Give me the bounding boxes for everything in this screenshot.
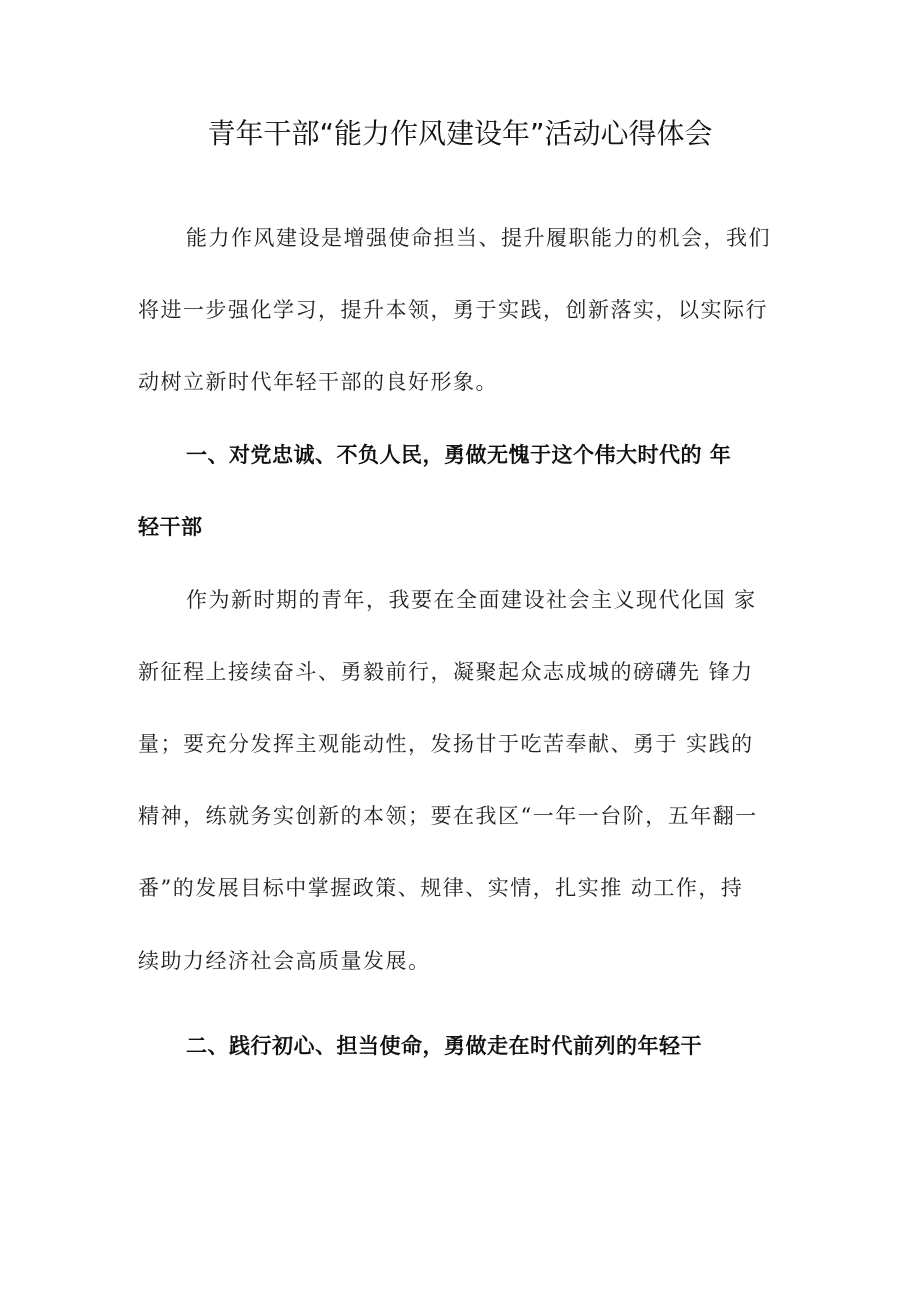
section1-body-line-4: 精神，练就务实创新的本领；要在我区“一年一台阶，五年翻一 — [138, 804, 758, 828]
section1-heading-line-2: 轻干部 — [138, 515, 203, 539]
section2-heading-line-1: 二、践行初心、担当使命，勇做走在时代前列的年轻干 — [186, 1034, 702, 1058]
section1-body-line-2: 新征程上接续奋斗、勇毅前行，凝聚起众志成城的磅礴先 锋力 — [138, 660, 754, 684]
section1-body-line-6: 续助力经济社会高质量发展。 — [138, 949, 431, 973]
document-title: 青年干部“能力作风建设年”活动心得体会 — [207, 117, 713, 150]
intro-line-2: 将进一步强化学习，提升本领，勇于实践，创新落实，以实际行 — [138, 298, 768, 322]
section1-body-line-1: 作为新时期的青年，我要在全面建设社会主义现代化国 家 — [186, 588, 757, 612]
intro-line-3: 动树立新时代年轻干部的良好形象。 — [138, 370, 498, 394]
intro-line-1: 能力作风建设是增强使命担当、提升履职能力的机会，我们 — [186, 226, 771, 250]
section1-heading-line-1: 一、对党忠诚、不负人民，勇做无愧于这个伟大时代的 年 — [186, 443, 732, 467]
section1-body-line-3: 量；要充分发挥主观能动性，发扬甘于吃苦奉献、勇于 实践的 — [138, 732, 754, 756]
section1-body-line-5: 番”的发展目标中掌握政策、规律、实情，扎实推 动工作，持 — [138, 876, 744, 900]
